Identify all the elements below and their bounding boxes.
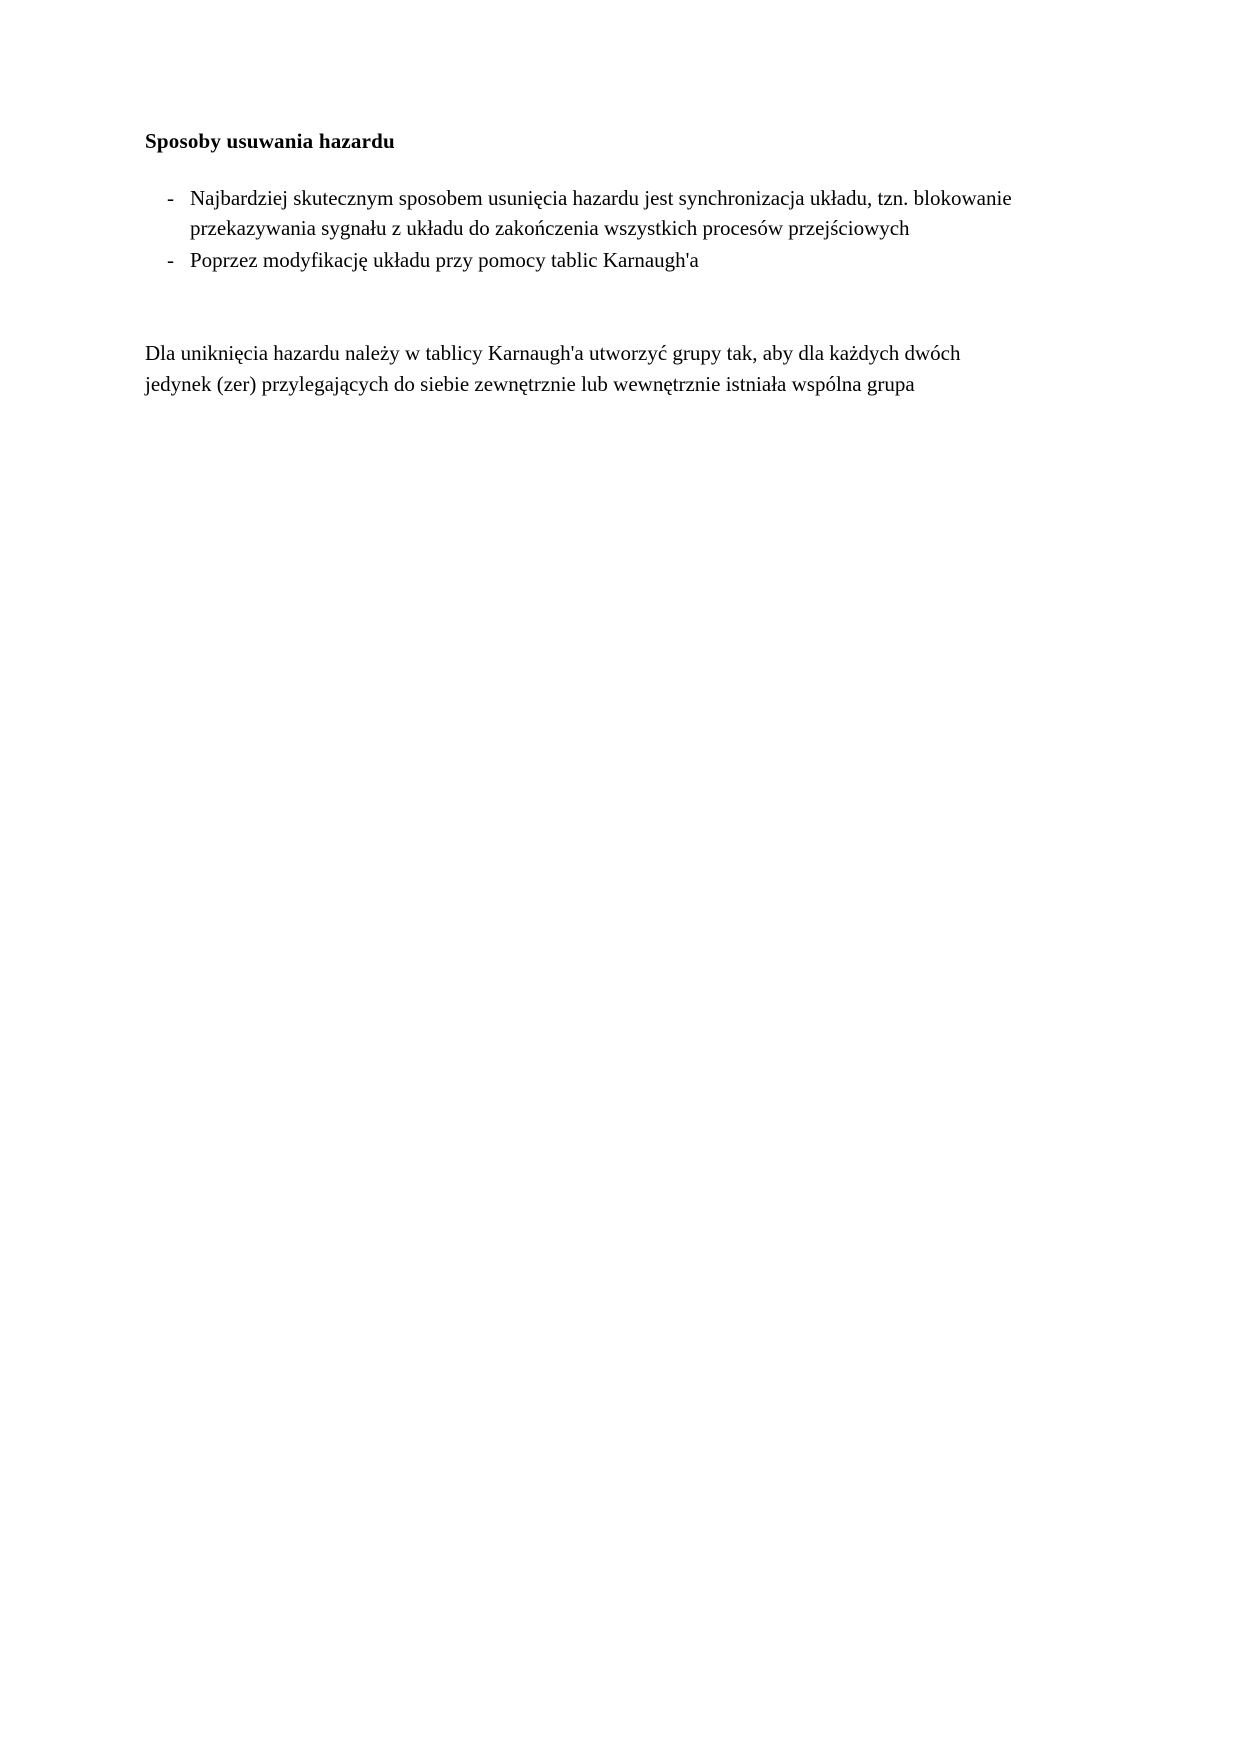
body-paragraph: Dla uniknięcia hazardu należy w tablicy Karnaugh'a utworzyć grupy tak, aby dla każdych dwóch jedynek (zer) przylegających do siebie zewnętrznie lub wewnętrznie istniała wspólna grupa — [145, 340, 961, 396]
bullet-marker: - — [167, 186, 174, 211]
bullet-text: Poprzez modyfikację układu przy pomocy tablic Karnaugh'a — [190, 247, 699, 272]
list-item — [145, 246, 1100, 276]
page-title: Sposoby usuwania hazardu — [145, 129, 395, 153]
bullet-marker: - — [167, 247, 174, 272]
paragraph-block — [145, 338, 1100, 400]
bullet-list — [145, 184, 1100, 275]
bullet-text: Najbardziej skutecznym sposobem usunięcia hazardu jest synchronizacja układu, tzn. blokowanie przekazywania sygnału z układu do zakończenia wszystkich procesów przejściowych — [190, 186, 1012, 241]
list-item — [145, 184, 1100, 244]
